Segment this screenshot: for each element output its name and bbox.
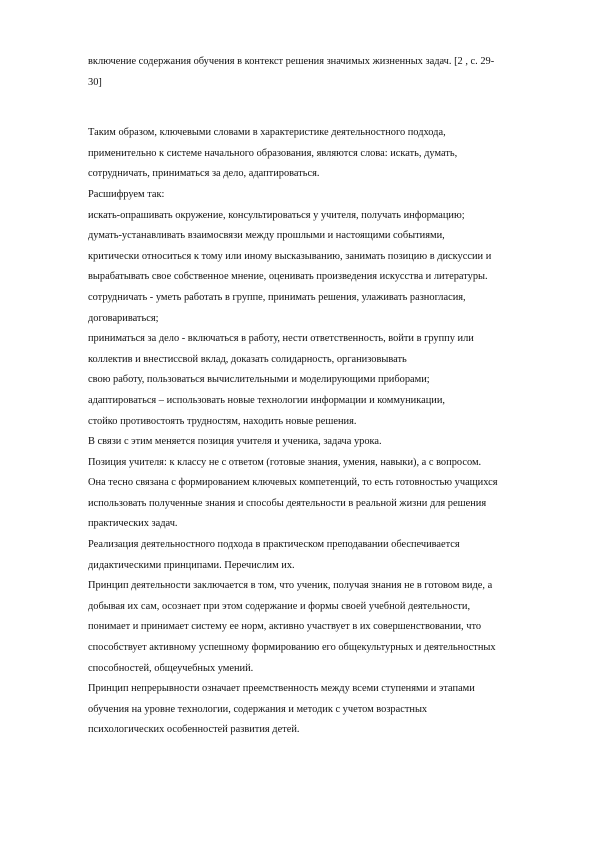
document-body <box>88 52 558 741</box>
text-line: Она тесно связана с формированием ключевых компетенций, то есть готовностью учащихся <box>88 477 498 489</box>
text-line: приниматься за дело - включаться в работу, нести ответственность, войти в группу или <box>88 333 474 345</box>
text-line: вырабатывать свое собственное мнение, оценивать произведения искусства и литературы. <box>88 271 488 283</box>
paragraph-intro <box>88 52 558 93</box>
text-line: договариваться; <box>88 312 159 324</box>
text-line: включение содержания обучения в контекст решения значимых жизненных задач. [2 , с. 29- <box>88 56 495 67</box>
paragraph-main <box>88 123 558 741</box>
text-line: сотрудничать, приниматься за дело, адаптироваться. <box>88 168 320 180</box>
text-line: сотрудничать - уметь работать в группе, принимать решения, улаживать разногласия, <box>88 291 466 303</box>
text-line: свою работу, пользоваться вычислительными и моделирующими приборами; <box>88 374 430 386</box>
text-line: 30] <box>88 76 102 88</box>
text-line: стойко противостоять трудностям, находить новые решения. <box>88 415 357 427</box>
text-line: Таким образом, ключевыми словами в характеристике деятельностного подхода, <box>88 127 446 139</box>
text-line: Принцип непрерывности означает преемственность между всеми ступенями и этапами <box>88 683 475 695</box>
paragraph-gap <box>88 93 558 123</box>
text-line: думать-устанавливать взаимосвязи между прошлыми и настоящими событиями, <box>88 230 445 242</box>
text-line: В связи с этим меняется позиция учителя и ученика, задача урока. <box>88 436 382 448</box>
text-line: практических задач. <box>88 518 178 530</box>
text-line: дидактическими принципами. Перечислим их. <box>88 559 295 571</box>
text-line: коллектив и внестиссвой вклад, доказать солидарность, организовывать <box>88 353 407 365</box>
text-line: обучения на уровне технологии, содержания и методик с учетом возрастных <box>88 703 428 715</box>
text-line: применительно к системе начального образования, являются слова: искать, думать, <box>88 147 458 159</box>
text-line: Расшифруем так: <box>88 188 165 200</box>
text-line: психологических особенностей развития детей. <box>88 724 300 736</box>
text-line: Реализация деятельностного подхода в практическом преподавании обеспечивается <box>88 539 460 551</box>
text-line: критически относиться к тому или иному высказыванию, занимать позицию в дискуссии и <box>88 250 492 262</box>
text-line: добывая их сам, осознает при этом содержание и формы своей учебной деятельности, <box>88 600 471 612</box>
text-line: понимает и принимает систему ее норм, активно участвует в их совершенствовании, что <box>88 621 482 633</box>
text-line: способствует активному успешному формированию его общекультурных и деятельностных <box>88 642 496 654</box>
text-line: Принцип деятельности заключается в том, что ученик, получая знания не в готовом виде, а <box>88 580 493 592</box>
text-line: способностей, общеучебных умений. <box>88 662 254 674</box>
text-line: искать-опрашивать окружение, консультироваться у учителя, получать информацию; <box>88 209 465 221</box>
text-line: Позиция учителя: к классу не с ответом (готовые знания, умения, навыки), а с вопросом. <box>88 456 482 468</box>
text-line: использовать полученные знания и способы деятельности в реальной жизни для решения <box>88 497 487 509</box>
text-line: адаптироваться – использовать новые технологии информации и коммуникации, <box>88 394 445 406</box>
